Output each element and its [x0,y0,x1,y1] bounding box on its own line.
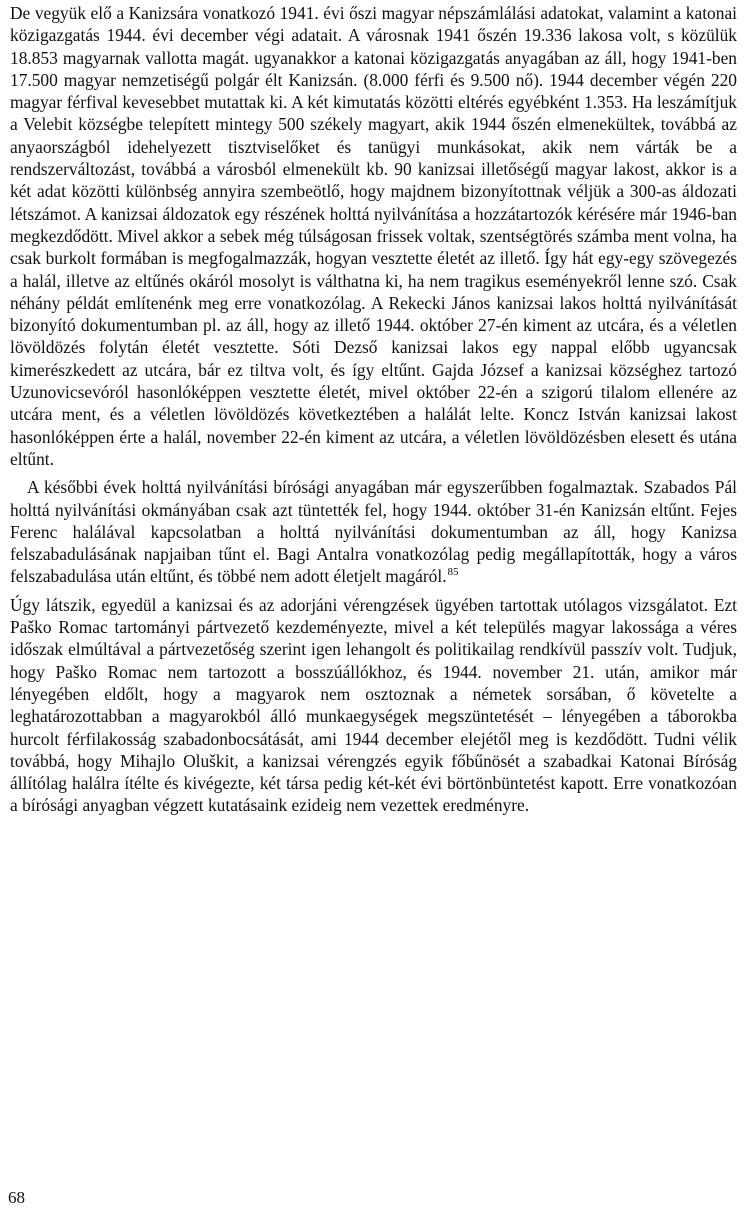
body-text [10,2,737,817]
page-number: 68 [8,1188,25,1207]
footnote-marker: 85 [447,566,459,579]
paragraph-2-text: A későbbi évek holttá nyilvánítási bírósági anyagában már egyszerűbben fogalmaztak. Szabados Pál holttá nyilvánítási okmányában csak azt tüntették fel, hogy 1944. október 31-én Kanizsán eltűnt. Fejes Ferenc halálával kapcsolatban a holttá nyilvánítási dokumentumban az áll, hogy Kanizsa felszabadulásának napjaiban tűnt el. Bagi Antalra vonatkozólag pedig megállapították, hogy a város felszabadulása után eltűnt, és többé nem adott életjelt magáról. [10,477,737,587]
paragraph-3: Úgy látszik, egyedül a kanizsai és az adorjáni vérengzések ügyében tartottak utólagos vizsgálatot. Ezt Paško Romac tartományi pártvezető kezdeményezte, mivel a két település magyar lakossága a véres időszak elmúltával a pártvezetőség szerint igen lehangolt és politikailag rendkívül passzív volt. Tudjuk, hogy Paško Romac nem tartozott a bosszúállókhoz, és 1944. november 21. után, amikor már lényegében eldőlt, hogy a magyarok nem osztoznak a németek sorsában, ő követelte a leghatározottabban a magyarokból álló munkaegységek megszüntetését – lényegében a táborokba hurcolt férfilakosság szabadonbocsátását, ami 1944 december elejétől meg is kezdődött. Tudni vélik továbbá, hogy Mihajlo Oluškit, a kanizsai vérengzés egyik főbűnösét a szabadkai Katonai Bíróság állítólag halálra ítélte és kivégezte, két társa pedig két-két évi börtönbüntetést kapott. Erre vonatkozóan a bírósági anyagban végzett kutatásaink ezideig nem vezettek eredményre. [10,594,737,816]
paragraph-1: De vegyük elő a Kanizsára vonatkozó 1941. évi őszi magyar népszámlálási adatokat, valamint a katonai közigazgatás 1944. évi december végi adatait. A városnak 1941 őszén 19.336 lakosa volt, s közülük 18.853 magyarnak vallotta magát. ugyanakkor a katonai közigazgatás anyagában az áll, hogy 1941-ben 17.500 magyar nemzetiségű polgár élt Kanizsán. (8.000 férfi és 9.500 nő). 1944 december végén 220 magyar férfival kevesebbet mutattak ki. A két kimutatás közötti eltérés egyébként 1.353. Ha leszámítjuk a Velebit községbe telepített mintegy 500 székely magyart, akik 1944 őszén elmenekültek, továbbá az anyaországból idehelyezett tisztviselőket és tanügyi munkásokat, akik nem várták be a rendszerváltozást, továbbá a városból elmenekült kb. 90 kanizsai illetőségű magyar lakost, akkor is a két adat közötti különbség annyira szembeötlő, hogy majdnem bizonyítottnak véljük a 300-as áldozati létszámot. A kanizsai áldozatok egy részének holttá nyilvánítása a hozzátartozók kérésére már 1946-ban megkezdődött. Mivel akkor a sebek még túlságosan frissek voltak, szentségtörés számba ment volna, ha csak burkolt formában is megfogalmazzák, hogyan vesztette életét az illető. Így hát egy-egy szövegezés a halál, illetve az eltűnés okáról mosolyt is válthatna ki, ha nem tragikus eseményekről lenne szó. Csak néhány példát említenénk meg erre vonatkozólag. A Rekecki János kanizsai lakos holttá nyilvánítását bizonyító dokumentumban pl. az áll, hogy az illető 1944. október 27-én kiment az utcára, és a véletlen lövöldözés folytán életét vesztette. Sóti Dezső kanizsai lakos egy nappal előbb ugyancsak kimerészkedett az utcára, bár ez tiltva volt, és így eltűnt. Gajda József a kanizsai községhez tartozó Uzunovicsevóról hasonlóképpen vesztette életét, mivel október 22-én a szigorú tilalom ellenére az utcára ment, és a véletlen lövöldözés következtében a halálát lelte. Koncz István kanizsai lakost hasonlóképpen érte a halál, november 22-én kiment az utcára, a véletlen lövöldözésben elesett és utána eltűnt. [10,3,737,469]
paragraph-2 [10,476,737,587]
